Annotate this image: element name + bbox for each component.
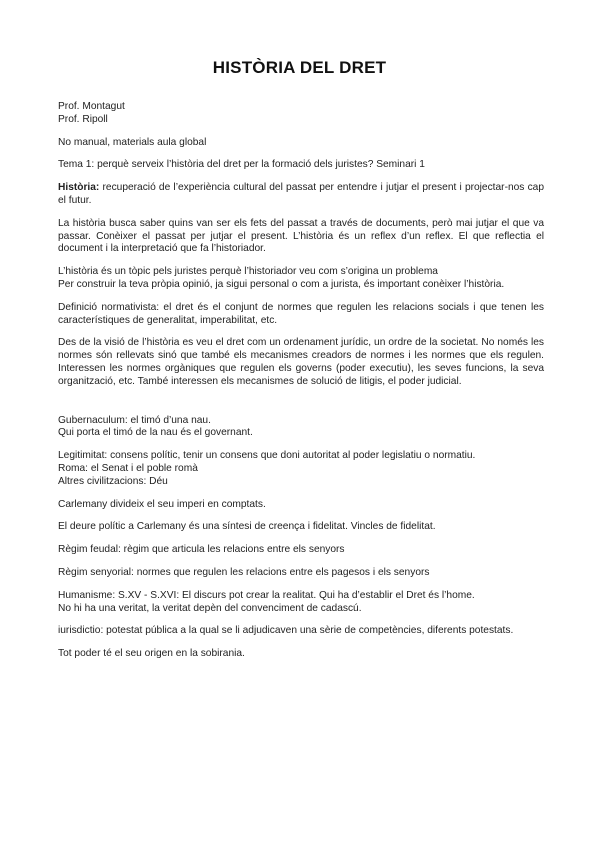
professor-line: Prof. Ripoll — [58, 113, 108, 125]
humanisme-line: No hi ha una veritat, la veritat depèn del convenciment de cadascú. — [58, 602, 362, 614]
paragraph-definicio-normativista: Definició normativista: el dret és el conjunt de normes que regulen les relacions socials i que tenen les característiques de generalitat, imperabilitat, etc. — [58, 301, 544, 326]
legitimitat-line: Roma: el Senat i el poble romà — [58, 462, 198, 474]
gubernaculum-line: Gubernaculum: el timó d’una nau. — [58, 414, 211, 426]
professors-block — [58, 101, 544, 127]
legitimitat-line: Legitimitat: consens polític, tenir un consens que doni autoritat al poder legislatiu o normatiu. — [58, 450, 476, 462]
paragraph-historia-busca: La història busca saber quins van ser els fets del passat a través de documents, però mai jutjar el que va passar. Conèixer el passat per jutjar el present. L’història és un reflex d’un reflex. El que reflectia el document i la interpretació que fa l’historiador. — [58, 217, 544, 255]
document-body — [58, 101, 544, 671]
paragraph-topic-juristes — [58, 266, 544, 292]
regim-senyorial-line: Règim senyorial: normes que regulen les relacions entre els pagesos i els senyors — [58, 566, 430, 578]
legitimitat-line: Altres civilitzacions: Déu — [58, 475, 168, 487]
historia-definition — [58, 182, 544, 208]
humanisme-block — [58, 590, 544, 616]
paragraph-visio-historia: Des de la visió de l’història es veu el dret com un ordenament jurídic, un ordre de la societat. No només les normes són rellevats sinó que també els mecanismes creadors de normes i les normes que els regulen. Interessen les normes orgàniques que regulen els governs (poder executiu), les seves funcions, la seva organització, etc. També interessen els mecanismes de solució de litigis, el poder judicial. — [58, 337, 544, 387]
spacer — [58, 399, 544, 415]
iurisdictio-paragraph: iurisdictio: potestat pública a la qual se li adjudicaven una sèrie de competències, diferents potestats. — [58, 625, 514, 637]
deure-line: El deure polític a Carlemany és una síntesi de creença i fidelitat. Vincles de fidelitat. — [58, 521, 436, 533]
carlemany-line: Carlemany divideix el seu imperi en comptats. — [58, 498, 266, 510]
paragraph-line: Per construir la teva pròpia opinió, ja sigui personal o com a jurista, és important conèixer l’història. — [58, 278, 505, 290]
legitimitat-block — [58, 450, 544, 488]
page-title: HISTÒRIA DEL DRET — [212, 58, 387, 77]
humanisme-line: Humanisme: S.XV - S.XVI: El discurs pot crear la realitat. Qui ha d’establir el Dret és l’home. — [58, 589, 475, 601]
paragraph-line: L’història és un tòpic pels juristes perquè l’historiador veu com s’origina un problema — [58, 266, 438, 278]
historia-text: recuperació de l’experiència cultural del passat per entendre i jutjar el present i projectar-nos cap el futur. — [58, 182, 544, 206]
historia-term: Història: — [58, 182, 100, 194]
poder-line: Tot poder té el seu origen en la sobirania. — [58, 648, 245, 660]
gubernaculum-block — [58, 415, 544, 441]
materials-line: No manual, materials aula global — [58, 136, 207, 148]
regim-feudal-line: Règim feudal: règim que articula les relacions entre els senyors — [58, 544, 345, 556]
topic-line: Tema 1: perquè serveix l’història del dret per la formació dels juristes? Seminari 1 — [58, 159, 425, 171]
gubernaculum-line: Qui porta el timó de la nau és el governant. — [58, 427, 253, 439]
professor-line: Prof. Montagut — [58, 101, 125, 112]
